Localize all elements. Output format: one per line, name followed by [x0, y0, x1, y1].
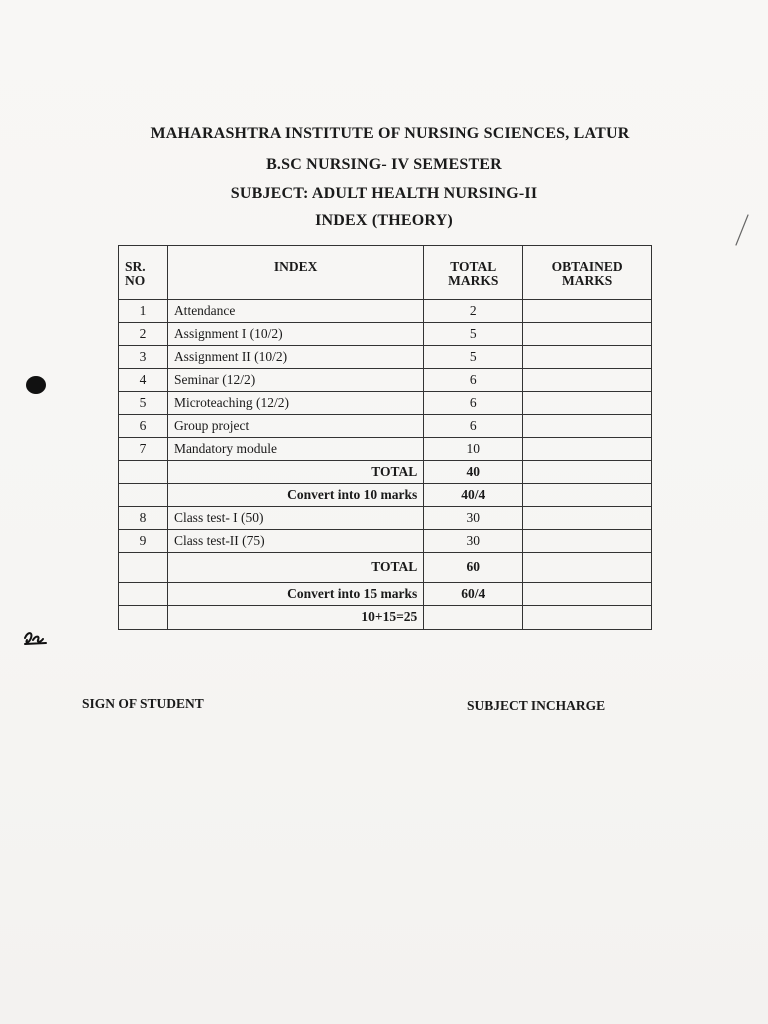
cell-total: 6: [424, 392, 523, 415]
table-row: [119, 438, 652, 461]
cell-total: 60/4: [424, 583, 523, 606]
index-title: INDEX (THEORY): [315, 212, 453, 229]
cell-index: Seminar (12/2): [167, 369, 423, 392]
cell-obtained: [523, 346, 652, 369]
cell-obtained: [523, 606, 652, 630]
cell-total: 60: [424, 553, 523, 583]
table-row-total-1: [119, 461, 652, 484]
table-row-total-2: [119, 553, 652, 583]
cell-index: TOTAL: [167, 553, 423, 583]
cell-index: Mandatory module: [167, 438, 423, 461]
col-header-sr-no: SR. NO: [119, 246, 168, 300]
cell-obtained: [523, 461, 652, 484]
cell-sr: 3: [119, 346, 168, 369]
cell-index: Convert into 10 marks: [167, 484, 423, 507]
institute-title: MAHARASHTRA INSTITUTE OF NURSING SCIENCES, LATUR: [150, 125, 630, 142]
cell-index: Microteaching (12/2): [167, 392, 423, 415]
course-title: B.SC NURSING- IV SEMESTER: [266, 156, 502, 173]
table-row: [119, 346, 652, 369]
cell-total: 10: [424, 438, 523, 461]
cell-obtained: [523, 530, 652, 553]
cell-total: [424, 606, 523, 630]
table-row: [119, 369, 652, 392]
cell-sr: 2: [119, 323, 168, 346]
table-row: [119, 415, 652, 438]
col-header-total-marks: TOTAL MARKS: [424, 246, 523, 300]
cell-sr: 4: [119, 369, 168, 392]
cell-sr: 7: [119, 438, 168, 461]
cell-index: TOTAL: [167, 461, 423, 484]
table-row: [119, 507, 652, 530]
cell-total: 6: [424, 369, 523, 392]
table-row-convert-15: [119, 583, 652, 606]
cell-total: 2: [424, 300, 523, 323]
cell-obtained: [523, 369, 652, 392]
table-row: [119, 392, 652, 415]
cell-obtained: [523, 415, 652, 438]
col-header-index: INDEX: [167, 246, 423, 300]
cell-index: Assignment I (10/2): [167, 323, 423, 346]
ink-blot-mark: [26, 376, 46, 394]
cell-total: 40/4: [424, 484, 523, 507]
cell-obtained: [523, 553, 652, 583]
cell-sr: [119, 484, 168, 507]
cell-sr: [119, 583, 168, 606]
cell-total: 5: [424, 323, 523, 346]
cell-sr: 8: [119, 507, 168, 530]
cell-index: Group project: [167, 415, 423, 438]
pen-stroke-mark: [728, 212, 752, 248]
cell-sr: 6: [119, 415, 168, 438]
cell-obtained: [523, 507, 652, 530]
table-row-convert-10: [119, 484, 652, 507]
cell-index: 10+15=25: [167, 606, 423, 630]
cell-sr: [119, 553, 168, 583]
table-header-row: [119, 246, 652, 300]
cell-obtained: [523, 438, 652, 461]
cell-sr: 9: [119, 530, 168, 553]
cell-sr: 5: [119, 392, 168, 415]
cell-sr: [119, 461, 168, 484]
sign-of-student-label: SIGN OF STUDENT: [82, 696, 204, 711]
cell-sr: 1: [119, 300, 168, 323]
cell-obtained: [523, 300, 652, 323]
cell-index: Assignment II (10/2): [167, 346, 423, 369]
col-header-obtained-marks: OBTAINED MARKS: [523, 246, 652, 300]
handwritten-scribble-mark: [22, 628, 52, 648]
cell-total: 40: [424, 461, 523, 484]
cell-total: 30: [424, 507, 523, 530]
table-row: [119, 300, 652, 323]
table-row: [119, 323, 652, 346]
table-row: [119, 530, 652, 553]
cell-obtained: [523, 484, 652, 507]
cell-index: Class test- I (50): [167, 507, 423, 530]
table-row-grand-total: [119, 606, 652, 630]
marks-index-table: [118, 245, 652, 630]
cell-obtained: [523, 392, 652, 415]
cell-total: 5: [424, 346, 523, 369]
cell-obtained: [523, 323, 652, 346]
cell-obtained: [523, 583, 652, 606]
cell-total: 6: [424, 415, 523, 438]
cell-index: Class test-II (75): [167, 530, 423, 553]
cell-total: 30: [424, 530, 523, 553]
cell-index: Attendance: [167, 300, 423, 323]
cell-index: Convert into 15 marks: [167, 583, 423, 606]
cell-sr: [119, 606, 168, 630]
subject-incharge-label: SUBJECT INCHARGE: [467, 698, 606, 713]
subject-title: SUBJECT: ADULT HEALTH NURSING-II: [230, 185, 538, 202]
